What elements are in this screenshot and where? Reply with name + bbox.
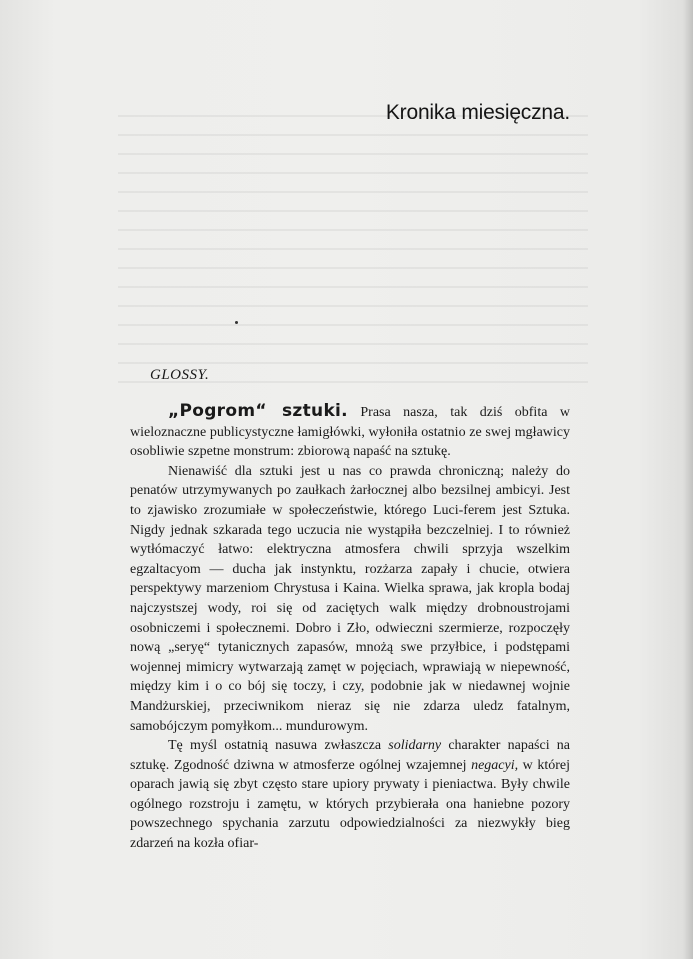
article-body — [130, 402, 570, 854]
paragraph-1-text: Prasa nasza, tak dziś obfita w wieloznaczne publicystyczne łamigłówki, wyłoniła ostatnio ze swej mgławicy osobliwie szpetne monstrum: zbiorową napaść na sztukę. — [130, 405, 570, 460]
paragraph-3-text-a: Tę myśl ostatnią nasuwa zwłaszcza — [168, 738, 389, 754]
paragraph-2: Nienawiść dla sztuki jest u nas co prawda chroniczną; należy do penatów utrzymywanych po zaułkach żarłocznej albo bezsilnej ambicyi. Jest to zjawisko zrozumiałe w społeczeństwie, którego Luci-ferem jest Sztuka. Nigdy jednak szkarada tego uczucia nie wystąpiła bezczelniej. I to również wytłómaczyć łatwo: elektryczna atmosfera chwili sprzyja wszelkim egzaltacyom — ducha jak instynktu, rozżarza zapały i chucie, otwiera perspektywy marzeniom Chrystusa i Kaina. Wielka sprawa, jak kropla bodaj najczystszej wody, roi się od zaciętych walk między drobnoustrojami osobniczemi i społecznemi. Dobro i Zło, odwieczni szermierze, rozpoczęły nową „seryę“ tytanicznych zapasów, mnożą swe przyłbice, i podstępami wojennej mimicry wytwarzają zamęt w pojęciach, wprawiają w niepewność, między kim i o co bój się toczy, i czy, podobnie jak w niedawnej wojnie Mandżurskiej, przeciwnikom nieraz się nie zdarza uledz fatalnym, samobójczym pomyłkom... mundurowym. — [130, 463, 570, 734]
paragraph-3-text-b: charakter napaści na sztukę. Zgodność dziwna w atmosferze ogólnej wzajemnej — [130, 738, 570, 773]
italic-term-negacyi: negacyi, — [471, 757, 519, 773]
paragraph-1 — [130, 402, 570, 462]
italic-term-solidarny: solidarny — [388, 738, 442, 754]
paragraph-3-text-c: w której oparach jawią się zbyt często stare upiory prywaty i pieniactwa. Były chwile ogólnego rozstroju i zamętu, w których przybierała ona haniebne pozory powszechnego spychania zarzutu odpowiedzialności za niezwykły bieg zdarzeń na kozła ofiar- — [130, 757, 571, 852]
ink-speck — [235, 321, 238, 324]
running-header: Kronika miesięczna. — [385, 101, 570, 124]
paragraph-3 — [130, 736, 570, 854]
section-title: GLOSSY. — [150, 367, 210, 383]
page-edge-shadow — [683, 0, 693, 959]
bleed-through-texture — [118, 100, 588, 400]
article-lead-title: „Pogrom“ sztuki. — [168, 401, 348, 421]
